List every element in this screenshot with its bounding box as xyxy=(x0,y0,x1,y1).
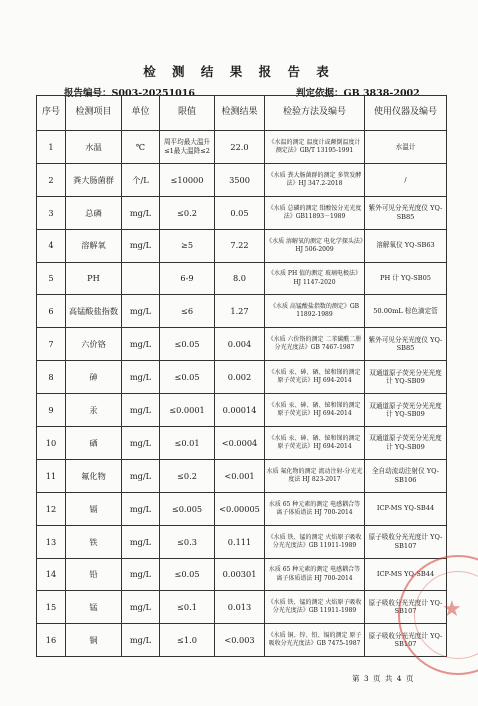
cell-item: 硒 xyxy=(66,427,122,460)
cell-unit: mg/L xyxy=(122,196,160,229)
header-limit: 限值 xyxy=(160,96,215,131)
cell-no: 6 xyxy=(37,295,66,328)
cell-result: 0.013 xyxy=(215,591,265,624)
cell-unit: mg/L xyxy=(122,361,160,394)
cell-unit: mg/L xyxy=(122,328,160,361)
cell-method: 《水质 溶解氧的测定 电化学探头法》HJ 506-2009 xyxy=(265,229,365,262)
cell-instrument: ICP-MS YQ-SB44 xyxy=(365,558,447,591)
table-row xyxy=(37,196,447,229)
cell-instrument: 紫外可见分光光度仪 YQ-SB85 xyxy=(365,328,447,361)
cell-result: 22.0 xyxy=(215,131,265,164)
table-row xyxy=(37,427,447,460)
cell-limit: 6-9 xyxy=(160,262,215,295)
cell-method: 《水质 高锰酸盐指数的测定》GB 11892-1989 xyxy=(265,295,365,328)
cell-unit: mg/L xyxy=(122,459,160,492)
cell-no: 9 xyxy=(37,394,66,427)
table-row xyxy=(37,492,447,525)
table-row xyxy=(37,624,447,657)
cell-result: 0.111 xyxy=(215,525,265,558)
cell-limit: ≤10000 xyxy=(160,163,215,196)
cell-item: 粪大肠菌群 xyxy=(66,163,122,196)
cell-no: 8 xyxy=(37,361,66,394)
header-instrument: 使用仪器及编号 xyxy=(365,96,447,131)
table-row xyxy=(37,394,447,427)
report-title: 检 测 结 果 报 告 表 xyxy=(143,64,335,79)
table-header-row xyxy=(37,96,447,131)
header-unit: 单位 xyxy=(122,96,160,131)
cell-no: 3 xyxy=(37,196,66,229)
cell-result: 0.004 xyxy=(215,328,265,361)
cell-method: 《水质 粪大肠菌群的测定 多管发酵法》HJ 347.2-2018 xyxy=(265,163,365,196)
cell-item: 镉 xyxy=(66,492,122,525)
cell-limit: ≤0.05 xyxy=(160,328,215,361)
cell-result: 0.00301 xyxy=(215,558,265,591)
report-number: 报告编号：S003-20251016 xyxy=(64,88,196,99)
cell-limit: ≤6 xyxy=(160,295,215,328)
cell-item: 铅 xyxy=(66,558,122,591)
cell-unit: mg/L xyxy=(122,295,160,328)
cell-item: 六价铬 xyxy=(66,328,122,361)
cell-unit: mg/L xyxy=(122,229,160,262)
table-row xyxy=(37,163,447,196)
table-row xyxy=(37,459,447,492)
cell-no: 16 xyxy=(37,624,66,657)
cell-limit: ≤0.2 xyxy=(160,459,215,492)
cell-no: 7 xyxy=(37,328,66,361)
star-icon: ★ xyxy=(442,597,462,622)
header-item: 检测项目 xyxy=(66,96,122,131)
table-row xyxy=(37,558,447,591)
table-row xyxy=(37,295,447,328)
cell-instrument: 原子吸收分光光度计 YQ-SB107 xyxy=(365,525,447,558)
table-row xyxy=(37,262,447,295)
cell-no: 5 xyxy=(37,262,66,295)
cell-no: 2 xyxy=(37,163,66,196)
cell-instrument: 双通道原子荧光分光光度计 YQ-SB09 xyxy=(365,394,447,427)
cell-unit: mg/L xyxy=(122,492,160,525)
cell-unit: mg/L xyxy=(122,394,160,427)
cell-unit xyxy=(122,262,160,295)
cell-result: <0.003 xyxy=(215,624,265,657)
cell-instrument: 紫外可见分光光度仪 YQ-SB85 xyxy=(365,196,447,229)
cell-result: 0.00014 xyxy=(215,394,265,427)
cell-method: 水质 氟化物的测定 流动注射-分光光度法 HJ 823-2017 xyxy=(265,459,365,492)
cell-limit: ≥5 xyxy=(160,229,215,262)
cell-result: 3500 xyxy=(215,163,265,196)
cell-method: 《水质 汞、砷、硒、铋和锑的测定 原子荧光法》HJ 694-2014 xyxy=(265,427,365,460)
cell-limit: ≤0.005 xyxy=(160,492,215,525)
cell-no: 11 xyxy=(37,459,66,492)
cell-item: PH xyxy=(66,262,122,295)
cell-unit: mg/L xyxy=(122,558,160,591)
cell-limit: 周平均最大温升≤1最大温降≤2 xyxy=(160,131,215,164)
cell-limit: ≤0.05 xyxy=(160,361,215,394)
cell-limit: ≤0.0001 xyxy=(160,394,215,427)
cell-result: 7.22 xyxy=(215,229,265,262)
cell-item: 铁 xyxy=(66,525,122,558)
cell-method: 《水质 铜、锌、铅、镉的测定 原子吸收分光光度法》GB 7475-1987 xyxy=(265,624,365,657)
cell-unit: mg/L xyxy=(122,624,160,657)
cell-result: 0.002 xyxy=(215,361,265,394)
header-no: 序号 xyxy=(37,96,66,131)
cell-no: 13 xyxy=(37,525,66,558)
cell-result: <0.001 xyxy=(215,459,265,492)
cell-limit: ≤0.2 xyxy=(160,196,215,229)
cell-result: <0.00005 xyxy=(215,492,265,525)
cell-instrument: 双通道原子荧光分光光度计 YQ-SB09 xyxy=(365,427,447,460)
results-table xyxy=(36,95,447,657)
cell-no: 1 xyxy=(37,131,66,164)
cell-method: 水质 65 种元素的测定 电感耦合等离子体质谱法 HJ 700-2014 xyxy=(265,492,365,525)
cell-limit: ≤1.0 xyxy=(160,624,215,657)
cell-instrument: 原子吸收分光光度计 YQ-SB107 xyxy=(365,591,447,624)
cell-item: 溶解氧 xyxy=(66,229,122,262)
cell-method: 水质 65 种元素的测定 电感耦合等离子体质谱法 HJ 700-2014 xyxy=(265,558,365,591)
cell-no: 4 xyxy=(37,229,66,262)
cell-method: 《水温的测定 温度计或颠倒温度计测定法》GB/T 13195-1991 xyxy=(265,131,365,164)
table-row xyxy=(37,591,447,624)
cell-unit: 个/L xyxy=(122,163,160,196)
cell-instrument: 全自动流动注射仪 YQ-SB106 xyxy=(365,459,447,492)
cell-no: 10 xyxy=(37,427,66,460)
cell-limit: ≤0.05 xyxy=(160,558,215,591)
cell-limit: ≤0.01 xyxy=(160,427,215,460)
cell-item: 砷 xyxy=(66,361,122,394)
cell-result: 0.05 xyxy=(215,196,265,229)
cell-instrument: 水温计 xyxy=(365,131,447,164)
cell-item: 氟化物 xyxy=(66,459,122,492)
cell-result: 1.27 xyxy=(215,295,265,328)
cell-method: 《水质 PH 值的测定 玻璃电极法》HJ 1147-2020 xyxy=(265,262,365,295)
cell-unit: ℃ xyxy=(122,131,160,164)
cell-item: 锰 xyxy=(66,591,122,624)
cell-instrument: PH 计 YQ-SB05 xyxy=(365,262,447,295)
header-method: 检验方法及编号 xyxy=(265,96,365,131)
cell-method: 《水质 汞、砷、硒、铋和锑的测定 原子荧光法》HJ 694-2014 xyxy=(265,361,365,394)
table-row xyxy=(37,328,447,361)
cell-instrument: 溶解氧仪 YQ-SB63 xyxy=(365,229,447,262)
cell-method: 《水质 铁、锰的测定 火焰原子吸收分光光度法》GB 11911-1989 xyxy=(265,591,365,624)
cell-no: 14 xyxy=(37,558,66,591)
judgment-basis: 判定依据：GB 3838-2002 xyxy=(296,88,420,99)
cell-item: 高锰酸盐指数 xyxy=(66,295,122,328)
cell-result: 8.0 xyxy=(215,262,265,295)
table-row xyxy=(37,361,447,394)
cell-method: 《水质 汞、砷、硒、铋和锑的测定 原子荧光法》HJ 694-2014 xyxy=(265,394,365,427)
cell-item: 汞 xyxy=(66,394,122,427)
cell-unit: mg/L xyxy=(122,525,160,558)
cell-item: 总磷 xyxy=(66,196,122,229)
cell-unit: mg/L xyxy=(122,427,160,460)
cell-item: 水温 xyxy=(66,131,122,164)
cell-instrument: 原子吸收分光光度计 YQ-SB107 xyxy=(365,624,447,657)
table-row xyxy=(37,525,447,558)
cell-item: 铜 xyxy=(66,624,122,657)
cell-unit: mg/L xyxy=(122,591,160,624)
cell-method: 《水质 六价铬的测定 二苯碳酰二肼分光光度法》GB 7467-1987 xyxy=(265,328,365,361)
table-row xyxy=(37,229,447,262)
cell-result: <0.0004 xyxy=(215,427,265,460)
cell-instrument: ICP-MS YQ-SB44 xyxy=(365,492,447,525)
header-result: 检测结果 xyxy=(215,96,265,131)
page-footer: 第 3 页 共 4 页 xyxy=(352,674,415,683)
table-row xyxy=(37,131,447,164)
cell-no: 15 xyxy=(37,591,66,624)
cell-limit: ≤0.1 xyxy=(160,591,215,624)
cell-no: 12 xyxy=(37,492,66,525)
cell-instrument: 50.00mL 棕色滴定管 xyxy=(365,295,447,328)
cell-method: 《水质 铁、锰的测定 火焰原子吸收分光光度法》GB 11911-1989 xyxy=(265,525,365,558)
cell-instrument: / xyxy=(365,163,447,196)
cell-method: 《水质 总磷的测定 钼酸铵分光光度法》GB11893－1989 xyxy=(265,196,365,229)
cell-instrument: 双通道原子荧光分光光度计 YQ-SB09 xyxy=(365,361,447,394)
cell-limit: ≤0.3 xyxy=(160,525,215,558)
